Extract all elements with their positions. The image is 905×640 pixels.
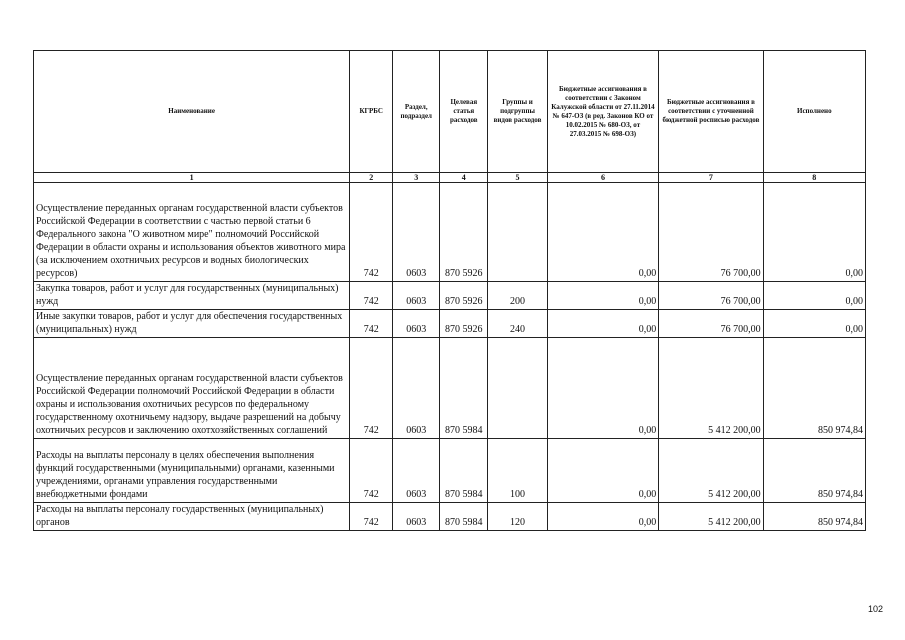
row-group: 240 xyxy=(488,310,547,338)
row-name: Расходы на выплаты персоналу в целях обеспечения выполнения функций государственными (муниципальными) органами, казенными учреждениями, органами управления государственными внебюджетными фондами xyxy=(34,439,350,503)
row-article: 870 5926 xyxy=(440,183,488,282)
row-kgrbs: 742 xyxy=(350,282,393,310)
row-article: 870 5926 xyxy=(440,282,488,310)
row-group xyxy=(488,338,547,439)
row-executed-amount: 850 974,84 xyxy=(763,503,865,531)
row-article: 870 5984 xyxy=(440,503,488,531)
column-number: 7 xyxy=(659,173,763,183)
row-kgrbs: 742 xyxy=(350,503,393,531)
row-roster-amount: 5 412 200,00 xyxy=(659,503,763,531)
row-roster-amount: 76 700,00 xyxy=(659,310,763,338)
table-row xyxy=(34,282,866,310)
row-kgrbs: 742 xyxy=(350,338,393,439)
row-name: Иные закупки товаров, работ и услуг для обеспечения государственных (муниципальных) нужд xyxy=(34,310,350,338)
row-roster-amount: 5 412 200,00 xyxy=(659,338,763,439)
row-executed-amount: 0,00 xyxy=(763,183,865,282)
row-name: Закупка товаров, работ и услуг для государственных (муниципальных) нужд xyxy=(34,282,350,310)
row-law-amount: 0,00 xyxy=(547,310,659,338)
header-executed: Исполнено xyxy=(763,51,865,173)
header-row xyxy=(34,51,866,173)
header-section: Раздел, подраздел xyxy=(393,51,440,173)
column-number: 2 xyxy=(350,173,393,183)
column-number: 1 xyxy=(34,173,350,183)
row-group: 200 xyxy=(488,282,547,310)
row-kgrbs: 742 xyxy=(350,183,393,282)
row-kgrbs: 742 xyxy=(350,310,393,338)
header-target-article: Целевая статья расходов xyxy=(440,51,488,173)
row-section: 0603 xyxy=(393,338,440,439)
header-kgrbs: КГРБС xyxy=(350,51,393,173)
row-executed-amount: 0,00 xyxy=(763,310,865,338)
row-section: 0603 xyxy=(393,282,440,310)
row-law-amount: 0,00 xyxy=(547,282,659,310)
row-name: Осуществление переданных органам государственной власти субъектов Российской Федерации полномочий Российской Федерации в области охраны и использования охотничьих ресурсов по федеральному государственному охотничьему надзору, выдаче разрешений на добычу охотничьих ресурсов и заключению охотхозяйственных соглашений xyxy=(34,338,350,439)
header-expense-group: Группы и подгруппы видов расходов xyxy=(488,51,547,173)
row-roster-amount: 76 700,00 xyxy=(659,183,763,282)
row-group xyxy=(488,183,547,282)
row-law-amount: 0,00 xyxy=(547,439,659,503)
row-name: Расходы на выплаты персоналу государственных (муниципальных) органов xyxy=(34,503,350,531)
column-number: 3 xyxy=(393,173,440,183)
column-number: 4 xyxy=(440,173,488,183)
row-executed-amount: 850 974,84 xyxy=(763,338,865,439)
column-number-row xyxy=(34,173,866,183)
row-name: Осуществление переданных органам государственной власти субъектов Российской Федерации в соответствии с частью первой статьи 6 Федерального закона "О животном мире" полномочий Российской Федерации в области охраны и использования объектов животного мира (за исключением охотничьих ресурсов и водных биологических ресурсов) xyxy=(34,183,350,282)
row-law-amount: 0,00 xyxy=(547,503,659,531)
row-executed-amount: 850 974,84 xyxy=(763,439,865,503)
row-law-amount: 0,00 xyxy=(547,338,659,439)
row-roster-amount: 76 700,00 xyxy=(659,282,763,310)
table-row xyxy=(34,338,866,439)
row-section: 0603 xyxy=(393,439,440,503)
row-section: 0603 xyxy=(393,503,440,531)
row-kgrbs: 742 xyxy=(350,439,393,503)
table-row xyxy=(34,310,866,338)
table-row xyxy=(34,183,866,282)
header-law-allocation: Бюджетные ассигнования в соответствии с Законом Калужской области от 27.11.2014 № 647-ОЗ (в ред. Законов КО от 10.02.2015 № 680-ОЗ, от 27.03.2015 № 698-ОЗ) xyxy=(547,51,659,173)
column-number: 5 xyxy=(488,173,547,183)
page-number: 102 xyxy=(868,604,884,614)
column-number: 8 xyxy=(763,173,865,183)
row-section: 0603 xyxy=(393,183,440,282)
column-number: 6 xyxy=(547,173,659,183)
budget-execution-table xyxy=(33,50,866,531)
row-article: 870 5984 xyxy=(440,338,488,439)
header-roster-allocation: Бюджетные ассигнования в соответствии с уточненной бюджетной росписью расходов xyxy=(659,51,763,173)
row-section: 0603 xyxy=(393,310,440,338)
row-executed-amount: 0,00 xyxy=(763,282,865,310)
table-row xyxy=(34,503,866,531)
row-group: 120 xyxy=(488,503,547,531)
row-article: 870 5984 xyxy=(440,439,488,503)
row-article: 870 5926 xyxy=(440,310,488,338)
row-law-amount: 0,00 xyxy=(547,183,659,282)
table-row xyxy=(34,439,866,503)
row-roster-amount: 5 412 200,00 xyxy=(659,439,763,503)
row-group: 100 xyxy=(488,439,547,503)
header-name: Наименование xyxy=(34,51,350,173)
